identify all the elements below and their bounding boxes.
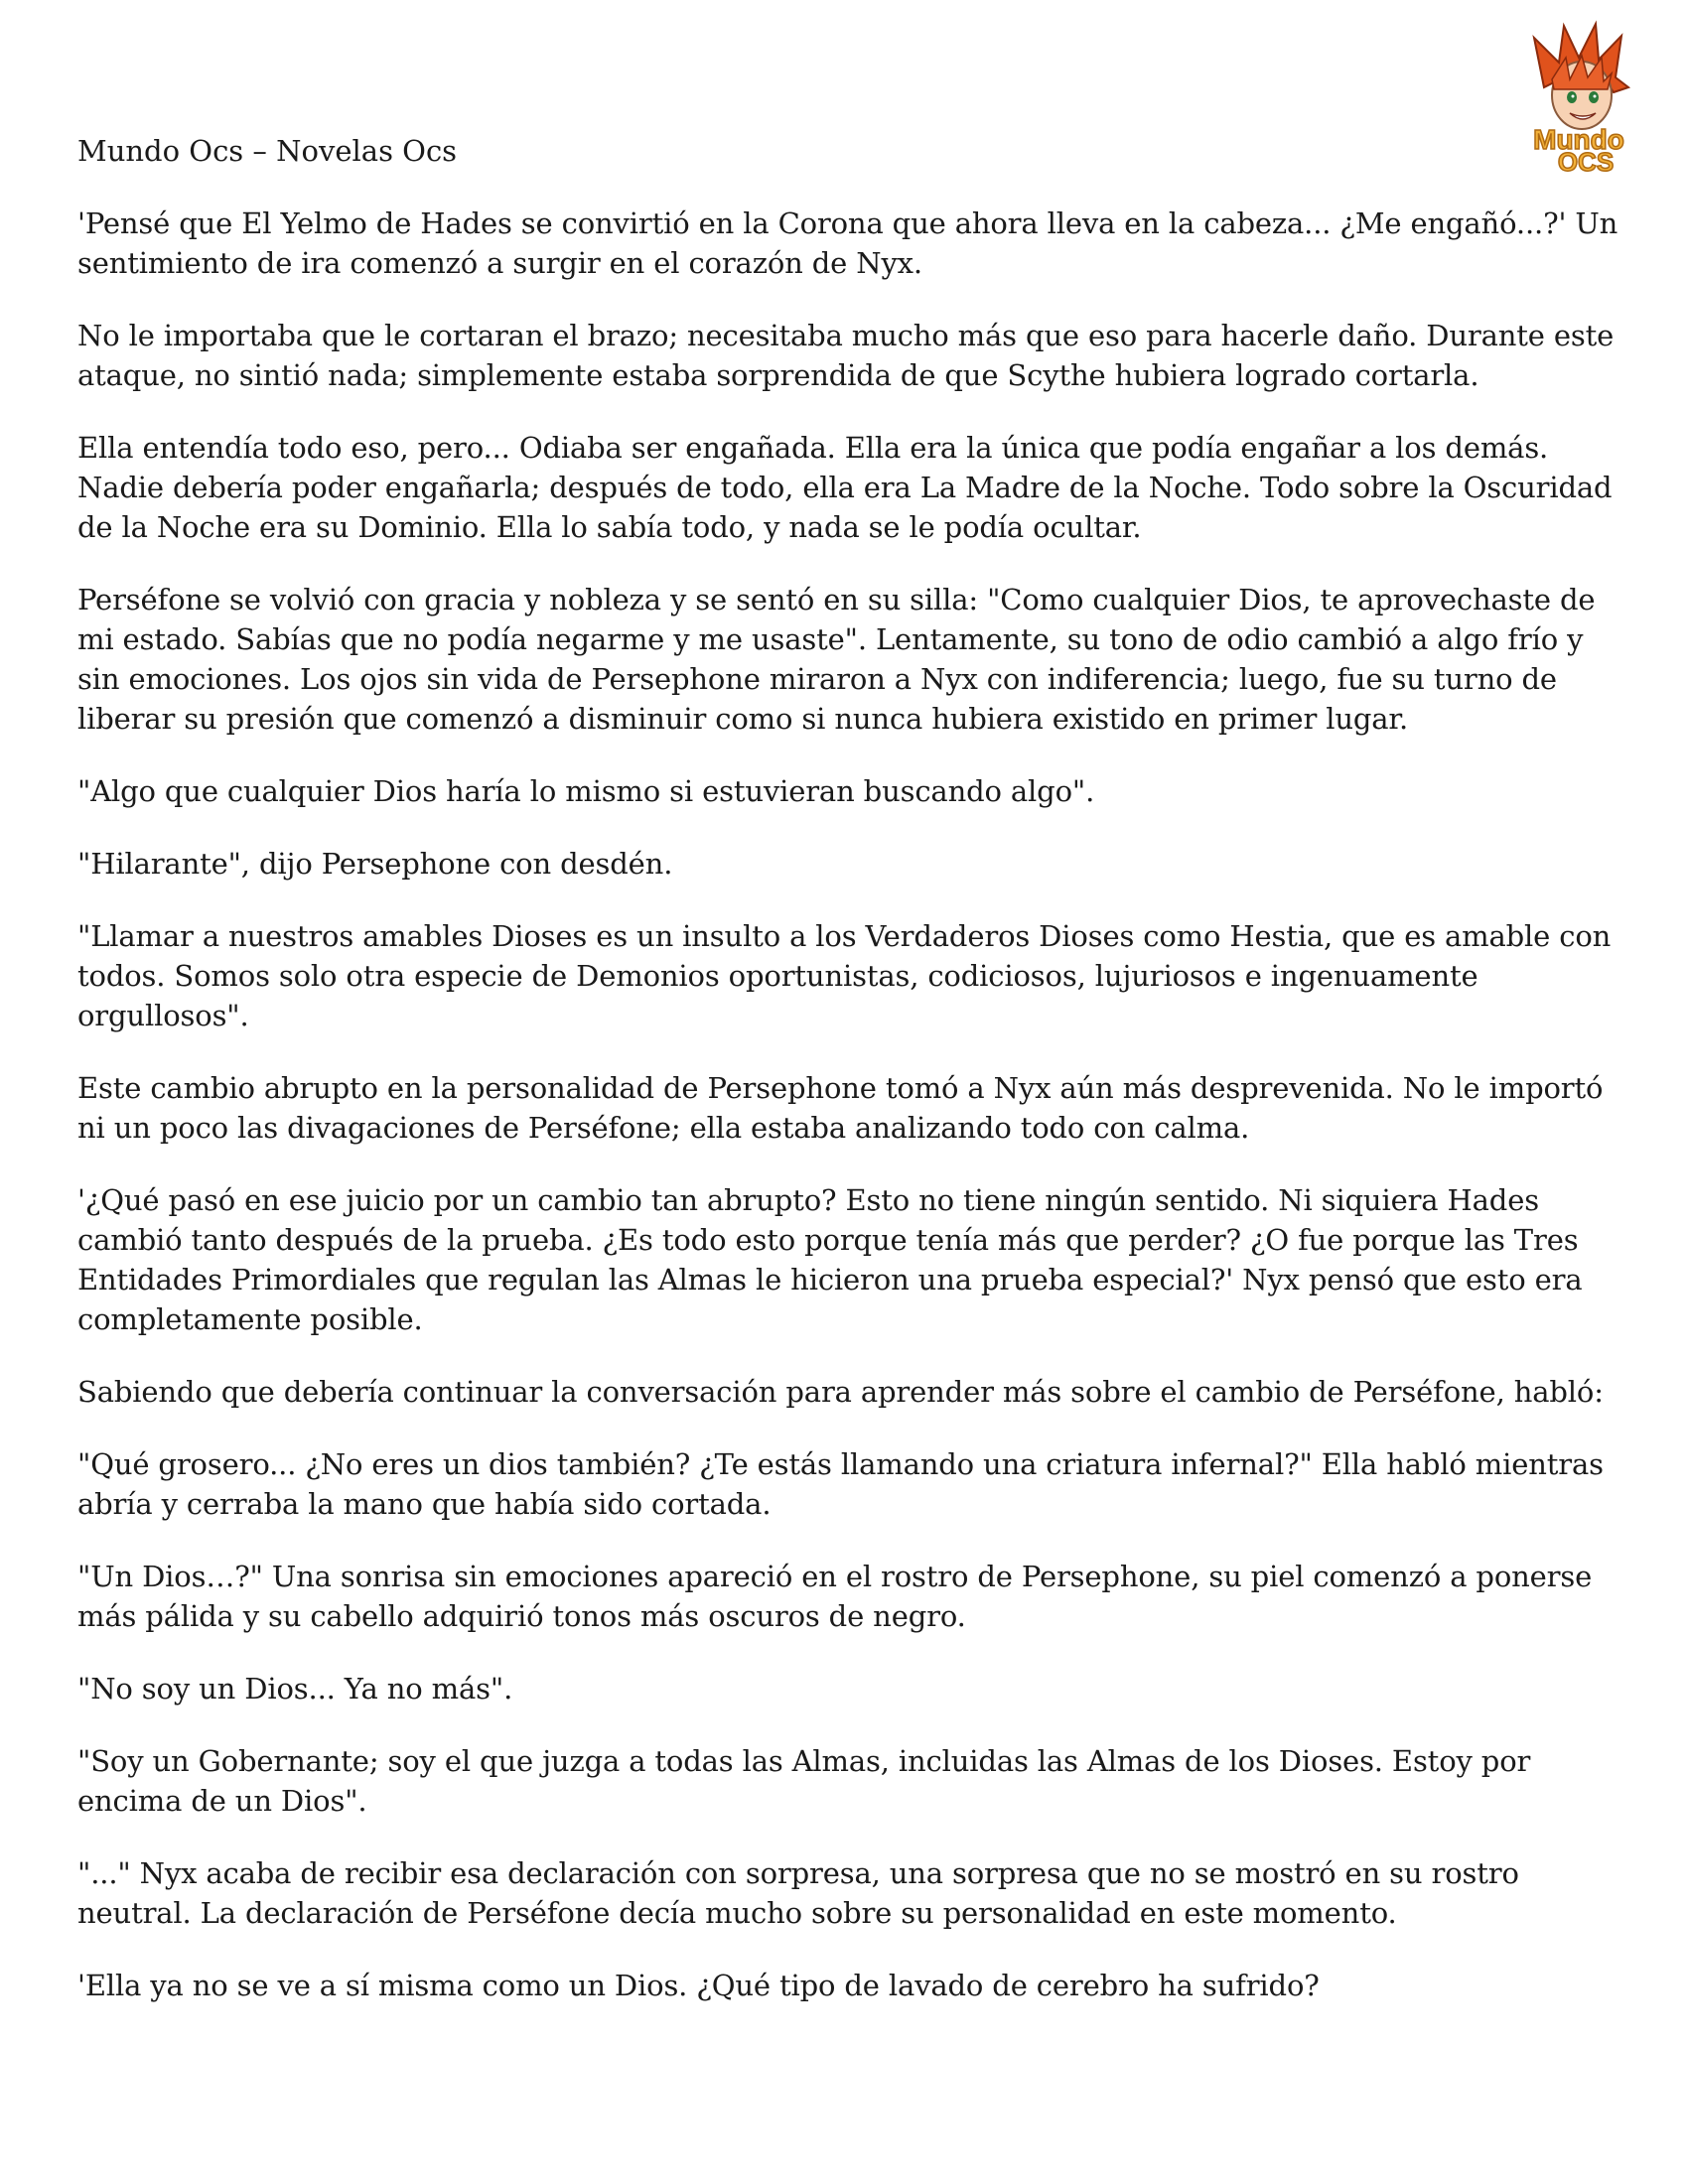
paragraph: 'Pensé que El Yelmo de Hades se convirtió en la Corona que ahora lleva en la cabeza... ¿Me engañó...?' Un sentimiento de ira comenzó a surgir en el corazón de Nyx. bbox=[77, 206, 1618, 280]
paragraph: "Hilarante", dijo Persephone con desdén. bbox=[77, 847, 673, 881]
paragraph: Sabiendo que debería continuar la conversación para aprender más sobre el cambio de Perséfone, habló: bbox=[77, 1375, 1604, 1409]
paragraph: "Llamar a nuestros amables Dioses es un insulto a los Verdaderos Dioses como Hestia, que es amable con todos. Somos solo otra especie de Demonios oportunistas, codiciosos, lujuriosos e ingenuamente orgullosos". bbox=[77, 919, 1612, 1032]
paragraph: "Algo que cualquier Dios haría lo mismo si estuvieran buscando algo". bbox=[77, 774, 1095, 808]
mundo-ocs-logo bbox=[1504, 18, 1653, 177]
paragraph: "Un Dios…?" Una sonrisa sin emociones apareció en el rostro de Persephone, su piel comenzó a ponerse más pálida y su cabello adquirió tonos más oscuros de negro. bbox=[77, 1560, 1593, 1633]
paragraph: "No soy un Dios... Ya no más". bbox=[77, 1672, 513, 1706]
logo-text-line1: Mundo bbox=[1533, 124, 1624, 155]
paragraph: "Qué grosero... ¿No eres un dios también? ¿Te estás llamando una criatura infernal?" Ella habló mientras abría y cerraba la mano que había sido cortada. bbox=[77, 1447, 1604, 1521]
document-body bbox=[77, 204, 1626, 2038]
logo-text-line2: OCS bbox=[1557, 147, 1615, 177]
paragraph: "..." Nyx acaba de recibir esa declaración con sorpresa, una sorpresa que no se mostró en su rostro neutral. La declaración de Perséfone decía mucho sobre su personalidad en este momento. bbox=[77, 1856, 1519, 1930]
paragraph: Perséfone se volvió con gracia y nobleza y se sentó en su silla: "Como cualquier Dios, te aprovechaste de mi estado. Sabías que no podía negarme y me usaste". Lentamente, su tono de odio cambió a algo frío y sin emociones. Los ojos sin vida de Persephone miraron a Nyx con indiferencia; luego, fue su turno de liberar su presión que comenzó a disminuir como si nunca hubiera existido en primer lugar. bbox=[77, 583, 1596, 736]
paragraph: "Soy un Gobernante; soy el que juzga a todas las Almas, incluidas las Almas de los Dioses. Estoy por encima de un Dios". bbox=[77, 1744, 1531, 1818]
paragraph: Ella entendía todo eso, pero... Odiaba ser engañada. Ella era la única que podía engañar a los demás. Nadie debería poder engañarla; después de todo, ella era La Madre de la Noche. Todo sobre la Oscuridad de la Noche era su Dominio. Ella lo sabía todo, y nada se le podía ocultar. bbox=[77, 431, 1613, 544]
paragraph: Este cambio abrupto en la personalidad de Persephone tomó a Nyx aún más desprevenida. No le importó ni un poco las divagaciones de Perséfone; ella estaba analizando todo con calma. bbox=[77, 1071, 1604, 1145]
paragraph: '¿Qué pasó en ese juicio por un cambio tan abrupto? Esto no tiene ningún sentido. Ni siquiera Hades cambió tanto después de la prueba. ¿Es todo esto porque tenía más que perder? ¿O fue porque las Tres Entidades Primordiales que regulan las Almas le hicieron una prueba especial?' Nyx pensó que esto era completamente posible. bbox=[77, 1183, 1583, 1336]
paragraph: 'Ella ya no se ve a sí misma como un Dios. ¿Qué tipo de lavado de cerebro ha sufrido? bbox=[77, 1969, 1320, 2002]
paragraph: No le importaba que le cortaran el brazo; necesitaba mucho más que eso para hacerle daño. Durante este ataque, no sintió nada; simplemente estaba sorprendida de que Scythe hubiera logrado cortarla. bbox=[77, 319, 1615, 392]
page-header: Mundo Ocs – Novelas Ocs bbox=[77, 134, 458, 168]
